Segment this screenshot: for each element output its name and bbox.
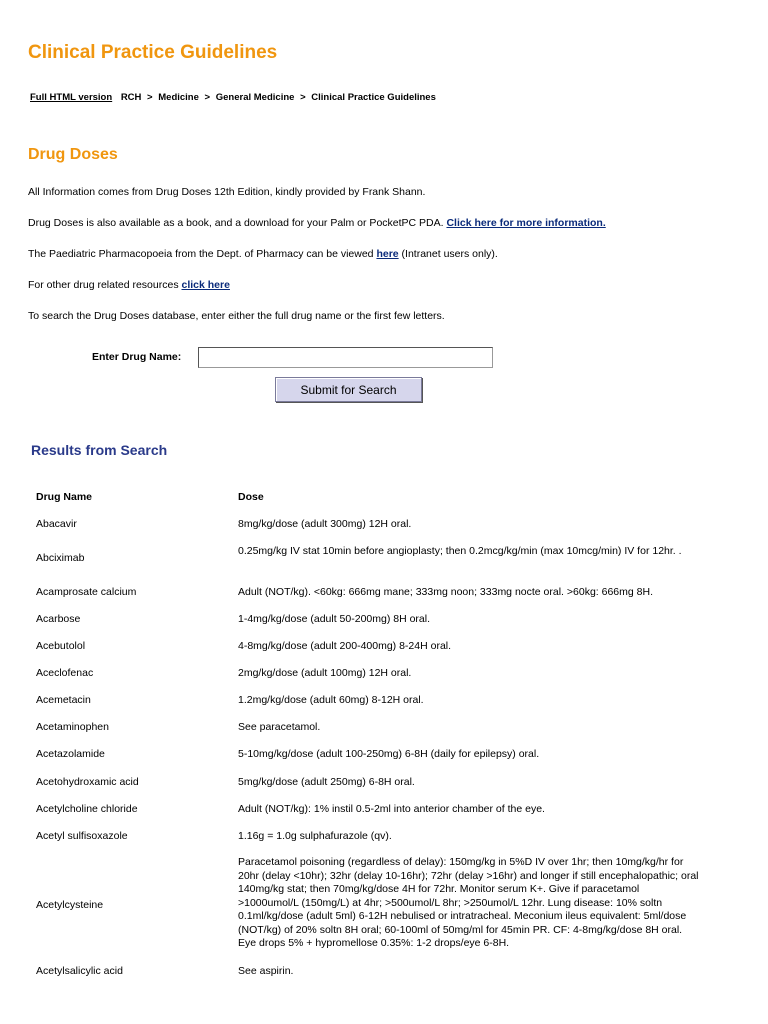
drug-name-cell: Aceclofenac: [36, 667, 94, 679]
drug-name-cell: Abacavir: [36, 518, 77, 530]
breadcrumb-separator: >: [147, 92, 153, 103]
dose-cell: 5mg/kg/dose (adult 250mg) 6-8H oral.: [238, 776, 415, 788]
dose-cell: Paracetamol poisoning (regardless of delay): 150mg/kg in 5%D IV over 1hr; then 10mg/kg/hr for 20hr (delay <10hr); 32hr (delay 10-16hr); 72hr (delay >16hr) and longer if still encephalopathic; oral 140mg/kg stat; then 70mg/kg/dose 4H for 72hr. Monitor serum K+. Give if paracetamol >1000umol/L (150mg/L) at 4hr; >500umol/L 8hr; >250umol/L 12hr. Lung disease: 10% soltn 0.1ml/kg/dose (adult 5ml) 6-12H nebulised or intratracheal. Meconium ileus equivalent: 5ml/dose (NOT/kg) of 20% soltn 8H oral; 60-100ml of 50mg/ml for 45min PR. CF: 4-8mg/kg/dose 8H oral. Eye drops 5% + hypromellose 0.35%: 1-2 drops/eye 6-8H.: [238, 856, 699, 949]
dose-cell: 5-10mg/kg/dose (adult 100-250mg) 6-8H (daily for epilepsy) oral.: [238, 748, 540, 760]
pharmacopoeia-paragraph: [28, 248, 498, 260]
section-title: Drug Doses: [28, 146, 118, 163]
drug-name-cell: Acetylcysteine: [36, 899, 104, 911]
drug-name-cell: Acarbose: [36, 613, 81, 625]
drug-name-input[interactable]: [198, 347, 493, 368]
drug-name-cell: Acetaminophen: [36, 721, 109, 733]
dose-cell: 1.16g = 1.0g sulphafurazole (qv).: [238, 830, 392, 842]
breadcrumb-item-rch[interactable]: RCH: [120, 92, 142, 103]
search-instructions: To search the Drug Doses database, enter either the full drug name or the first few letters.: [28, 310, 445, 322]
column-header-drug-name: Drug Name: [36, 491, 93, 503]
intro-paragraph: All Information comes from Drug Doses 12th Edition, kindly provided by Frank Shann.: [28, 186, 426, 198]
column-header-dose: Dose: [238, 491, 264, 503]
book-paragraph: [28, 217, 606, 229]
dose-cell: 1-4mg/kg/dose (adult 50-200mg) 8H oral.: [238, 613, 431, 625]
breadcrumb-item-medicine[interactable]: Medicine: [158, 92, 199, 103]
breadcrumb: [30, 92, 436, 103]
drug-name-label: Enter Drug Name:: [92, 351, 182, 363]
drug-name-cell: Acetylsalicylic acid: [36, 965, 123, 977]
drug-name-cell: Acetazolamide: [36, 748, 105, 760]
dose-cell: 4-8mg/kg/dose (adult 200-400mg) 8-24H oral.: [238, 640, 452, 652]
resources-text: For other drug related resources: [28, 279, 179, 291]
dose-cell: Adult (NOT/kg). <60kg: 666mg mane; 333mg noon; 333mg nocte oral. >60kg: 666mg 8H.: [238, 586, 653, 598]
intranet-note: (Intranet users only).: [401, 248, 498, 260]
pharmacopoeia-text: The Paediatric Pharmacopoeia from the Dept. of Pharmacy can be viewed: [28, 248, 374, 260]
breadcrumb-item-general-medicine[interactable]: General Medicine: [215, 92, 295, 103]
drug-name-cell: Acetyl sulfisoxazole: [36, 830, 128, 842]
drug-name-cell: Acebutolol: [36, 640, 86, 652]
drug-name-cell: Acamprosate calcium: [36, 586, 137, 598]
breadcrumb-separator: >: [300, 92, 306, 103]
dose-cell: 8mg/kg/dose (adult 300mg) 12H oral.: [238, 518, 412, 530]
drug-resources-link[interactable]: click here: [181, 279, 230, 291]
drug-name-cell: Abciximab: [36, 552, 85, 564]
dose-cell: 1.2mg/kg/dose (adult 60mg) 8-12H oral.: [238, 694, 424, 706]
drug-name-cell: Acetylcholine chloride: [36, 803, 138, 815]
dose-cell: 2mg/kg/dose (adult 100mg) 12H oral.: [238, 667, 412, 679]
dose-cell: See paracetamol.: [238, 721, 321, 733]
dose-cell: Adult (NOT/kg): 1% instil 0.5-2ml into anterior chamber of the eye.: [238, 803, 545, 815]
book-paragraph-text: Drug Doses is also available as a book, and a download for your Palm or PocketPC PDA.: [28, 217, 444, 229]
pharmacopoeia-here-link[interactable]: here: [376, 248, 399, 260]
drug-name-cell: Acetohydroxamic acid: [36, 776, 139, 788]
drug-name-cell: Acemetacin: [36, 694, 91, 706]
breadcrumb-item-clinical-practice-guidelines: Clinical Practice Guidelines: [311, 92, 436, 103]
page-title: Clinical Practice Guidelines: [28, 42, 278, 63]
submit-search-button[interactable]: Submit for Search: [275, 377, 422, 402]
dose-cell: 0.25mg/kg IV stat 10min before angioplasty; then 0.2mcg/kg/min (max 10mcg/min) IV for 12hr. .: [238, 545, 682, 557]
resources-paragraph: [28, 279, 230, 291]
breadcrumb-separator: >: [204, 92, 211, 103]
more-information-link[interactable]: Click here for more information.: [446, 217, 606, 229]
dose-cell: See aspirin.: [238, 965, 294, 977]
results-title: Results from Search: [31, 442, 168, 458]
full-html-version-link[interactable]: Full HTML version: [30, 92, 113, 103]
